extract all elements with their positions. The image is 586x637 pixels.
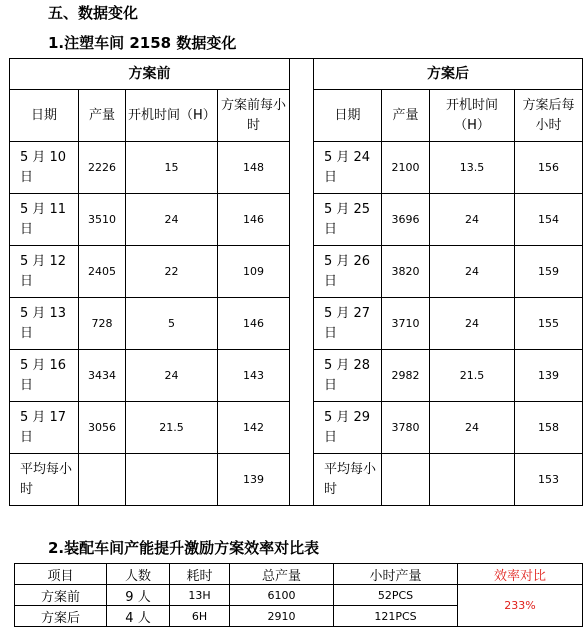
empty-cell — [126, 454, 218, 506]
before-date: 5 月 11 日 — [10, 194, 79, 246]
people-cell: 4 人 — [107, 606, 170, 627]
after-date: 5 月 28 日 — [314, 350, 382, 402]
before-rate: 146 — [218, 194, 290, 246]
col-header-before-per-hour: 方案前每小时 — [218, 90, 290, 142]
table-group-header-row — [10, 59, 583, 90]
after-output: 3696 — [382, 194, 430, 246]
before-output: 3510 — [79, 194, 126, 246]
before-output: 2226 — [79, 142, 126, 194]
col-header-after-per-hour: 方案后每小时 — [515, 90, 583, 142]
col-header-output: 产量 — [79, 90, 126, 142]
col-header-people: 人数 — [107, 564, 170, 585]
before-date: 5 月 17 日 — [10, 402, 79, 454]
before-hours: 24 — [126, 194, 218, 246]
col-header-date: 日期 — [10, 90, 79, 142]
after-date: 5 月 26 日 — [314, 246, 382, 298]
before-avg-value: 139 — [218, 454, 290, 506]
col-header-time: 耗时 — [170, 564, 230, 585]
empty-cell — [79, 454, 126, 506]
col-header-total: 总产量 — [230, 564, 334, 585]
injection-subtitle: 1.注塑车间 2158 数据变化 — [48, 34, 237, 52]
per-hour-cell: 121PCS — [334, 606, 458, 627]
col-header-efficiency: 效率对比 — [458, 564, 583, 585]
after-output: 3820 — [382, 246, 430, 298]
empty-cell — [382, 454, 430, 506]
before-output: 3056 — [79, 402, 126, 454]
before-hours: 21.5 — [126, 402, 218, 454]
before-hours: 24 — [126, 350, 218, 402]
after-hours: 24 — [430, 402, 515, 454]
column-divider — [290, 59, 314, 506]
after-rate: 156 — [515, 142, 583, 194]
col-header-hours: 开机时间（H） — [430, 90, 515, 142]
after-output: 3710 — [382, 298, 430, 350]
after-rate: 139 — [515, 350, 583, 402]
before-rate: 146 — [218, 298, 290, 350]
after-output: 2982 — [382, 350, 430, 402]
total-cell: 6100 — [230, 585, 334, 606]
after-hours: 24 — [430, 194, 515, 246]
after-hours: 13.5 — [430, 142, 515, 194]
after-hours: 24 — [430, 298, 515, 350]
before-group-header: 方案前 — [10, 59, 290, 90]
col-header-output: 产量 — [382, 90, 430, 142]
after-output: 3780 — [382, 402, 430, 454]
before-output: 728 — [79, 298, 126, 350]
after-hours: 21.5 — [430, 350, 515, 402]
efficiency-table — [14, 563, 583, 627]
before-date: 5 月 12 日 — [10, 246, 79, 298]
time-cell: 13H — [170, 585, 230, 606]
before-hours: 5 — [126, 298, 218, 350]
after-date: 5 月 25 日 — [314, 194, 382, 246]
before-output: 3434 — [79, 350, 126, 402]
after-output: 2100 — [382, 142, 430, 194]
table-row — [15, 585, 583, 606]
table-header-row — [15, 564, 583, 585]
after-rate: 154 — [515, 194, 583, 246]
injection-data-table — [9, 58, 583, 506]
col-header-per-hour: 小时产量 — [334, 564, 458, 585]
before-date: 5 月 10 日 — [10, 142, 79, 194]
before-hours: 15 — [126, 142, 218, 194]
after-date: 5 月 27 日 — [314, 298, 382, 350]
item-cell: 方案后 — [15, 606, 107, 627]
before-rate: 148 — [218, 142, 290, 194]
before-rate: 143 — [218, 350, 290, 402]
after-hours: 24 — [430, 246, 515, 298]
col-header-hours: 开机时间（H） — [126, 90, 218, 142]
after-date: 5 月 24 日 — [314, 142, 382, 194]
after-date: 5 月 29 日 — [314, 402, 382, 454]
people-cell: 9 人 — [107, 585, 170, 606]
item-cell: 方案前 — [15, 585, 107, 606]
before-avg-label: 平均每小时 — [10, 454, 79, 506]
before-rate: 142 — [218, 402, 290, 454]
total-cell: 2910 — [230, 606, 334, 627]
after-rate: 159 — [515, 246, 583, 298]
col-header-item: 项目 — [15, 564, 107, 585]
before-date: 5 月 16 日 — [10, 350, 79, 402]
after-group-header: 方案后 — [314, 59, 583, 90]
after-rate: 155 — [515, 298, 583, 350]
col-header-date: 日期 — [314, 90, 382, 142]
before-rate: 109 — [218, 246, 290, 298]
section-title: 五、数据变化 — [48, 4, 139, 22]
after-avg-value: 153 — [515, 454, 583, 506]
before-hours: 22 — [126, 246, 218, 298]
empty-cell — [430, 454, 515, 506]
efficiency-value: 233% — [458, 585, 583, 627]
time-cell: 6H — [170, 606, 230, 627]
after-avg-label: 平均每小时 — [314, 454, 382, 506]
before-output: 2405 — [79, 246, 126, 298]
after-rate: 158 — [515, 402, 583, 454]
assembly-subtitle: 2.装配车间产能提升激励方案效率对比表 — [48, 539, 320, 557]
per-hour-cell: 52PCS — [334, 585, 458, 606]
before-date: 5 月 13 日 — [10, 298, 79, 350]
